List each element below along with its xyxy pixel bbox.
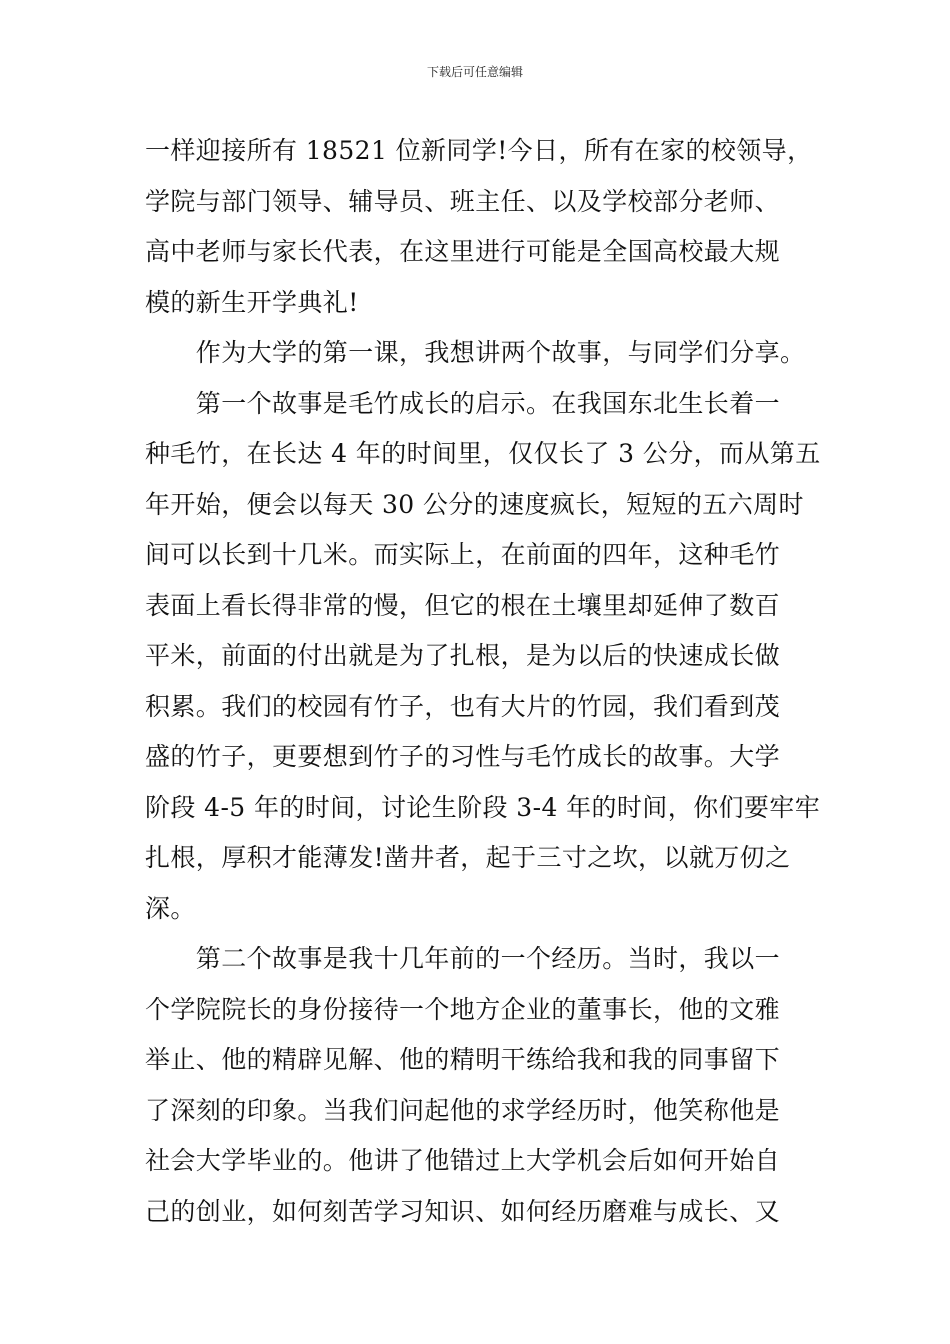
text-line: 己的创业，如何刻苦学习知识、如何经历磨难与成长、又: [145, 1196, 781, 1226]
text-line: 举止、他的精辟见解、他的精明干练给我和我的同事留下: [145, 1045, 781, 1074]
text-line: 平米，前面的付出就是为了扎根，是为以后的快速成长做: [145, 641, 781, 670]
text-line: 第二个故事是我十几年前的一个经历。当时，我以一: [145, 944, 781, 973]
text-line: 年开始，便会以每天 30 公分的速度疯长，短短的五六周时: [145, 489, 804, 519]
page-header: 下载后可任意编辑: [426, 65, 523, 79]
text-line: 社会大学毕业的。他讲了他错过上大学机会后如何开始自: [145, 1146, 781, 1175]
text-line: 学院与部门领导、辅导员、班主任、以及学校部分老师、: [145, 186, 781, 216]
text-line: 作为大学的第一课，我想讲两个故事，与同学们分享。: [145, 338, 806, 367]
text-line: 表面上看长得非常的慢，但它的根在土壤里却延伸了数百: [145, 590, 781, 620]
text-line: 模的新生开学典礼!: [145, 287, 359, 317]
text-line: 间可以长到十几米。而实际上，在前面的四年，这种毛竹: [145, 540, 781, 569]
text-line: 种毛竹，在长达 4 年的时间里，仅仅长了 3 公分，而从第五: [145, 439, 821, 468]
text-line: 了深刻的印象。当我们问起他的求学经历时，他笑称他是: [145, 1095, 781, 1125]
text-line: 个学院院长的身份接待一个地方企业的董事长，他的文雅: [145, 994, 781, 1024]
text-line: 深。: [145, 893, 196, 923]
text-line: 一样迎接所有 18521 位新同学!今日，所有在家的校领导，: [145, 136, 813, 165]
text-line: 第一个故事是毛竹成长的启示。在我国东北生长着一: [145, 388, 781, 418]
body-text: [145, 126, 821, 1237]
text-line: 扎根，厚积才能薄发!凿井者，起于三寸之坎，以就万仞之: [145, 843, 791, 872]
text-line: 阶段 4-5 年的时间，讨论生阶段 3-4 年的时间，你们要牢牢: [145, 792, 821, 822]
text-line: 盛的竹子，更要想到竹子的习性与毛竹成长的故事。大学: [145, 742, 781, 771]
text-line: 高中老师与家长代表，在这里进行可能是全国高校最大规: [145, 237, 781, 266]
text-line: 积累。我们的校园有竹子，也有大片的竹园，我们看到茂: [145, 691, 781, 721]
